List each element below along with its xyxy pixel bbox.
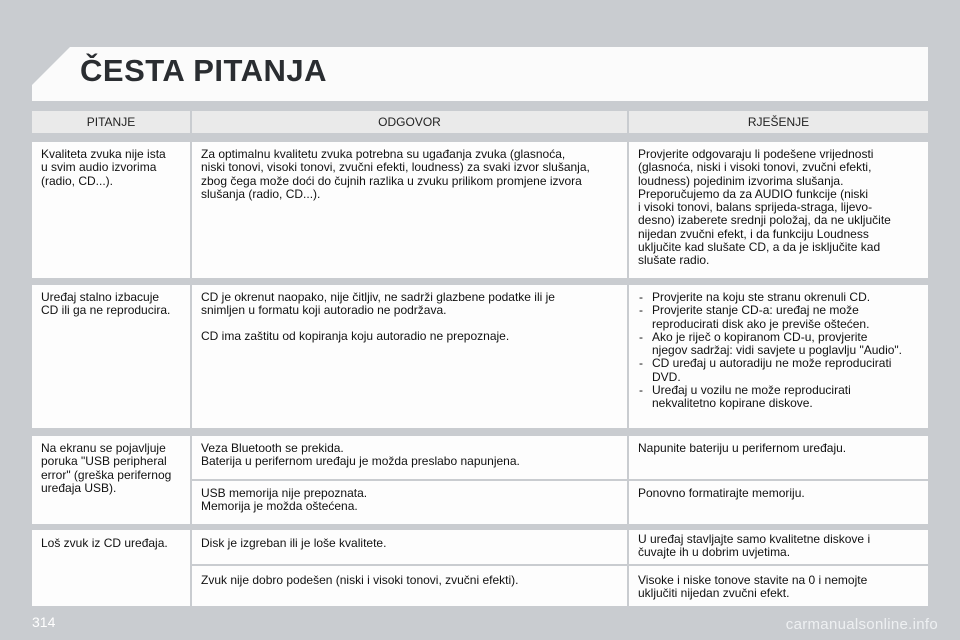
row2-answer-text-2: CD ima zaštitu od kopiranja koju autoradio ne prepoznaje. xyxy=(201,328,510,343)
list-item: - Ako je riječ o kopiranom CD-u, provjerite njegov sadržaj: vidi savjete u poglavlju "Audio". xyxy=(638,331,920,358)
row1-question xyxy=(32,142,190,278)
row2-answer xyxy=(192,285,627,428)
row3-solution-b-text: Ponovno formatirajte memoriju. xyxy=(638,486,805,500)
row2-solution-list xyxy=(638,291,920,411)
row2-answer-text-1: CD je okrenut naopako, nije čitljiv, ne sadrži glazbene podatke ili je snimljen u formatu koji autoradio ne podržava. xyxy=(201,290,555,318)
row3-answer-b-text: USB memorija nije prepoznata. Memorija je možda oštećena. xyxy=(201,486,368,514)
row4-question-text: Loš zvuk iz CD uređaja. xyxy=(41,536,168,550)
row3-question-text: Na ekranu se pojavljuje poruka "USB peripheral error" (greška perifernog uređaja USB). xyxy=(41,441,172,495)
list-item: - Provjerite stanje CD-a: uređaj ne može reproducirati disk ako je previše oštećen. xyxy=(638,304,920,331)
row4-solution-a-text: U uređaj stavljajte samo kvalitetne diskove i čuvajte ih u dobrim uvjetima. xyxy=(638,532,871,560)
row4-solution-b-text: Visoke i niske tonove stavite na 0 i nemojte uključiti nijedan zvučni efekt. xyxy=(638,573,868,601)
row2-solution xyxy=(629,285,928,428)
list-item: - CD uređaj u autoradiju ne može reproducirati DVD. xyxy=(638,357,920,384)
header-pitanje: PITANJE xyxy=(32,111,190,133)
list-item: - Provjerite na koju ste stranu okrenuli CD. xyxy=(638,291,920,304)
row3-solution-b xyxy=(629,481,928,524)
row3-solution-a xyxy=(629,436,928,479)
row1-solution-text: Provjerite odgovaraju li podešene vrijednosti (glasnoća, niski i visoki tonovi, zvučni efekti, loudness) pojedinim izvorima slušanja. Preporučujemo da za AUDIO funkcije (niski i visoki tonovi, balans sprijeda-straga, lijevo- desno) izaberete srednji položaj, da ne uključite nijedan zvučni efekt, i da funkciju Loudness uključite kad slušate CD, a da je isključite kad slušate radio. xyxy=(638,147,891,268)
header-rjesenje: RJEŠENJE xyxy=(629,111,928,133)
watermark: carmanualsonline.info xyxy=(785,616,938,633)
row3-question xyxy=(32,436,190,524)
row1-question-text: Kvaliteta zvuka nije ista u svim audio izvorima (radio, CD...). xyxy=(41,147,166,188)
row4-answer-b-text: Zvuk nije dobro podešen (niski i visoki tonovi, zvučni efekti). xyxy=(201,573,519,587)
row4-answer-a-text: Disk je izgreban ili je loše kvalitete. xyxy=(201,536,387,550)
row4-solution-b xyxy=(629,566,928,606)
header-odgovor: ODGOVOR xyxy=(192,111,627,133)
row3-answer-b xyxy=(192,481,627,524)
row3-solution-a-text: Napunite bateriju u perifernom uređaju. xyxy=(638,441,847,455)
row4-answer-a xyxy=(192,530,627,564)
row4-question xyxy=(32,530,190,606)
row3-answer-a-text: Veza Bluetooth se prekida. Baterija u perifernom uređaju je možda preslabo napunjena. xyxy=(201,441,520,469)
page-number: 314 xyxy=(32,614,56,630)
row4-solution-a xyxy=(629,530,928,564)
row3-answer-a xyxy=(192,436,627,479)
row2-question-text: Uređaj stalno izbacuje CD ili ga ne reproducira. xyxy=(41,290,171,318)
row1-solution xyxy=(629,142,928,278)
row2-question xyxy=(32,285,190,428)
row1-answer-text: Za optimalnu kvalitetu zvuka potrebna su ugađanja zvuka (glasnoća, niski tonovi, visoki tonovi, zvučni efekti, loudness) za svaki izvor slušanja, zbog čega može doći do čujnih razlika u zvuku prilikom promjene izvora slušanja (radio, CD...). xyxy=(201,147,590,201)
page-title: ČESTA PITANJA xyxy=(80,53,328,88)
list-item: - Uređaj u vozilu ne može reproducirati nekvalitetno kopirane diskove. xyxy=(638,384,920,411)
row4-answer-b xyxy=(192,566,627,606)
row1-answer xyxy=(192,142,627,278)
